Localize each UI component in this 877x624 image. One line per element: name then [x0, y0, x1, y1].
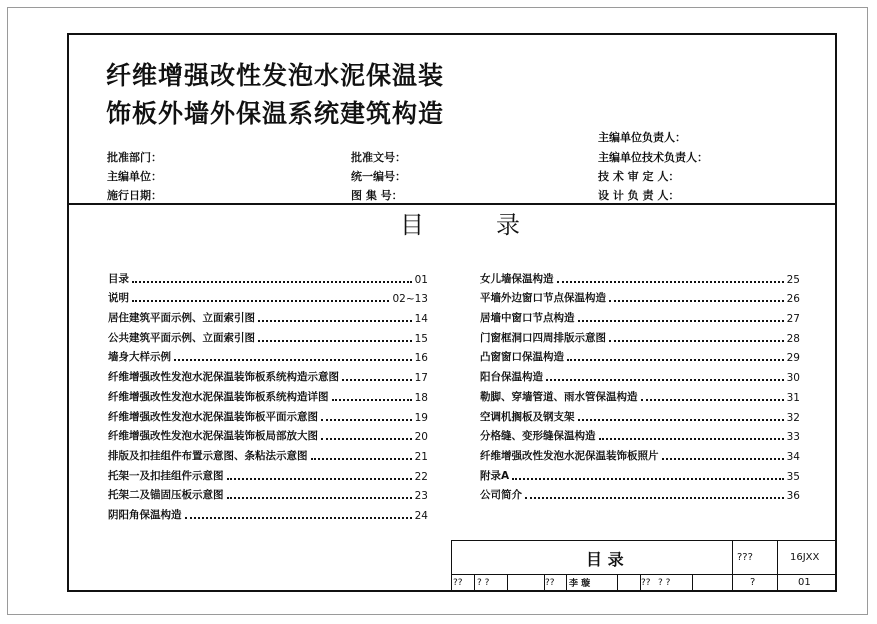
- approval-dept-label: 批准部门：: [107, 151, 162, 164]
- approval-doc-label: 批准文号：: [351, 151, 406, 164]
- tech-reviewer-label: 技 术 审 定 人：: [598, 170, 680, 183]
- leader-dots: [132, 281, 412, 283]
- leader-dots: [227, 497, 412, 499]
- toc-entry: [480, 384, 800, 404]
- toc-entry-title: 居墙中窗口节点构造: [480, 312, 575, 325]
- title-block-cell: ??: [453, 577, 463, 588]
- leader-dots: [599, 438, 784, 440]
- toc-entry: [480, 443, 800, 463]
- leader-dots: [342, 379, 412, 381]
- toc-entry-title: 凸窗窗口保温构造: [480, 351, 564, 364]
- leader-dots: [578, 320, 784, 322]
- toc-entry-title: 公司简介: [480, 489, 522, 502]
- leader-dots: [174, 359, 412, 361]
- toc-entry: [480, 305, 800, 325]
- leader-dots: [321, 419, 412, 421]
- toc-entry-page: 25: [786, 273, 800, 286]
- toc-entry: [108, 443, 428, 463]
- toc-entry: [108, 502, 428, 522]
- title-block-cell: ??: [545, 577, 555, 588]
- toc-entry-title: 纤维增强改性发泡水泥保温装饰板局部放大图: [108, 430, 318, 443]
- toc-entry-page: 32: [786, 411, 800, 424]
- toc-entry-title: 阳台保温构造: [480, 371, 543, 384]
- toc-entry: [480, 266, 800, 286]
- toc-entry: [480, 325, 800, 345]
- toc-entry: [480, 463, 800, 483]
- leader-dots: [311, 458, 412, 460]
- toc-entry-page: 34: [786, 450, 800, 463]
- toc-right-column: [480, 266, 800, 502]
- toc-entry-page: 24: [414, 509, 428, 522]
- toc-entry-title: 托架二及锚固压板示意图: [108, 489, 224, 502]
- toc-entry: [108, 483, 428, 503]
- toc-entry-title: 托架一及扣挂组件示意图: [108, 469, 224, 482]
- toc-entry-page: 22: [414, 470, 428, 483]
- toc-heading-char: 录: [496, 211, 520, 239]
- leader-dots: [662, 458, 784, 460]
- leader-dots: [641, 399, 784, 401]
- toc-entry-page: 36: [786, 490, 800, 503]
- leader-dots: [578, 419, 784, 421]
- title-block-rule: [692, 574, 693, 590]
- toc-entry: [108, 424, 428, 444]
- atlas-title-line-2: 饰板外墙外保温系统建筑构造: [106, 99, 445, 128]
- title-block-rule: [507, 574, 508, 590]
- toc-entry-page: 31: [786, 391, 800, 404]
- toc-entry: [108, 325, 428, 345]
- atlas-no-label: 图 集 号：: [351, 189, 403, 202]
- toc-entry: [108, 364, 428, 384]
- leader-dots: [525, 497, 784, 499]
- toc-entry-page: 17: [414, 372, 428, 385]
- toc-entry-page: 16: [414, 352, 428, 365]
- leader-dots: [609, 300, 784, 302]
- chief-unit-leader-label: 主编单位负责人：: [598, 131, 686, 144]
- title-block-atlas-no: 16JXX: [790, 552, 820, 563]
- toc-entry-page: 15: [414, 332, 428, 345]
- leader-dots: [546, 379, 784, 381]
- toc-entry: [108, 404, 428, 424]
- toc-heading-char: 目: [400, 211, 424, 239]
- toc-entry-page: 35: [786, 470, 800, 483]
- toc-entry-title: 附录A: [480, 469, 510, 482]
- toc-entry-title: 纤维增强改性发泡水泥保温装饰板系统构造示意图: [108, 371, 339, 384]
- toc-entry-title: 公共建筑平面示例、立面索引图: [108, 331, 255, 344]
- toc-entry-title: 排版及扣挂组件布置示意图、条粘法示意图: [108, 449, 308, 462]
- toc-entry: [480, 424, 800, 444]
- leader-dots: [332, 399, 412, 401]
- toc-entry-title: 平墙外边窗口节点保温构造: [480, 292, 606, 305]
- toc-entry: [108, 286, 428, 306]
- leader-dots: [567, 359, 784, 361]
- toc-entry-title: 女儿墙保温构造: [480, 272, 554, 285]
- title-block-page-label: ?: [750, 577, 756, 588]
- toc-entry-page: 33: [786, 431, 800, 444]
- editor-unit-label: 主编单位：: [107, 170, 162, 183]
- leader-dots: [557, 281, 784, 283]
- toc-entry-title: 纤维增强改性发泡水泥保温装饰板照片: [480, 449, 659, 462]
- toc-entry-page: 20: [414, 431, 428, 444]
- leader-dots: [227, 478, 412, 480]
- title-block-atlas-label: ???: [737, 552, 753, 563]
- toc-entry-page: 29: [786, 352, 800, 365]
- atlas-title-line-1: 纤维增强改性发泡水泥保温装: [106, 61, 445, 90]
- design-leader-label: 设 计 负 责 人：: [598, 189, 680, 202]
- toc-entry-title: 门窗框洞口四周排版示意图: [480, 331, 606, 344]
- toc-entry: [480, 345, 800, 365]
- toc-entry-page: 23: [414, 490, 428, 503]
- title-block-rule: [777, 541, 778, 590]
- unified-no-label: 统一编号：: [351, 170, 406, 183]
- title-block: [451, 540, 835, 590]
- toc-entry: [480, 286, 800, 306]
- toc-entry-page: 14: [414, 313, 428, 326]
- leader-dots: [132, 300, 389, 302]
- toc-entry-page: 28: [786, 332, 800, 345]
- toc-entry-page: 18: [414, 391, 428, 404]
- title-block-cell: ??: [641, 577, 651, 588]
- toc-entry-title: 空调机搁板及钢支架: [480, 410, 575, 423]
- toc-entry: [108, 384, 428, 404]
- toc-entry: [108, 345, 428, 365]
- leader-dots: [609, 340, 784, 342]
- toc-entry: [480, 483, 800, 503]
- toc-entry-title: 墙身大样示例: [108, 351, 171, 364]
- title-block-rule: [732, 541, 733, 590]
- toc-entry-title: 居住建筑平面示例、立面索引图: [108, 312, 255, 325]
- toc-entry-title: 勒脚、穿墙管道、雨水管保温构造: [480, 390, 638, 403]
- leader-dots: [512, 478, 783, 480]
- title-block-rule: [566, 574, 567, 590]
- toc-entry-page: 01: [414, 273, 428, 286]
- title-block-name: 目 录: [586, 550, 624, 569]
- toc-entry: [480, 364, 800, 384]
- leader-dots: [258, 340, 412, 342]
- toc-entry-title: 目录: [108, 272, 129, 285]
- toc-entry-title: 说明: [108, 292, 129, 305]
- title-block-cell: ? ?: [477, 577, 490, 588]
- chief-unit-tech-leader-label: 主编单位技术负责人：: [598, 151, 708, 164]
- title-block-cell: 李 璇: [569, 579, 591, 589]
- leader-dots: [258, 320, 412, 322]
- toc-entry: [108, 305, 428, 325]
- toc-entry-page: 30: [786, 372, 800, 385]
- toc-entry-page: 21: [414, 450, 428, 463]
- toc-entry-title: 分格缝、变形缝保温构造: [480, 430, 596, 443]
- toc-entry-page: 26: [786, 293, 800, 306]
- toc-entry-page: 02~13: [392, 293, 428, 306]
- title-block-cell: ? ?: [658, 577, 671, 588]
- title-block-page-no: 01: [798, 577, 811, 588]
- leader-dots: [321, 438, 412, 440]
- toc-entry-page: 27: [786, 313, 800, 326]
- toc-entry: [480, 404, 800, 424]
- toc-entry-title: 阴阳角保温构造: [108, 508, 182, 521]
- toc-entry: [108, 463, 428, 483]
- toc-entry-page: 19: [414, 411, 428, 424]
- title-block-rule: [474, 574, 475, 590]
- toc-heading: [400, 205, 520, 240]
- effective-date-label: 施行日期：: [107, 189, 162, 202]
- toc-entry-title: 纤维增强改性发泡水泥保温装饰板系统构造详图: [108, 390, 329, 403]
- toc-entry: [108, 266, 428, 286]
- toc-entry-title: 纤维增强改性发泡水泥保温装饰板平面示意图: [108, 410, 318, 423]
- title-block-rule: [617, 574, 618, 590]
- toc-left-column: [108, 266, 428, 522]
- leader-dots: [185, 517, 412, 519]
